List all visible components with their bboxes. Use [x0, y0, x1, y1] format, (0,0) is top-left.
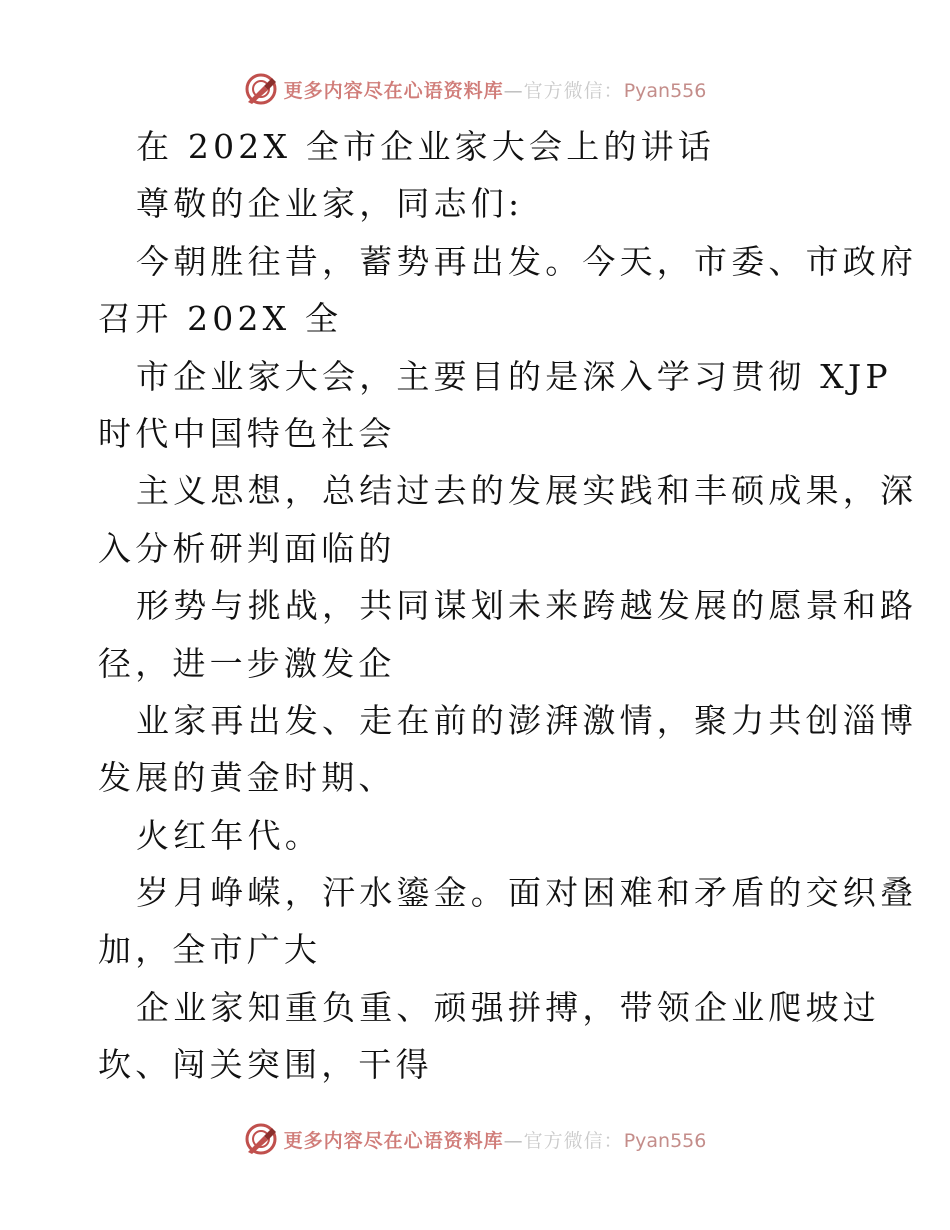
watermark-wechat-label: 官方微信：	[523, 1129, 624, 1152]
watermark-wechat-id: Pyan556	[623, 1129, 707, 1152]
watermark-wechat-label: 官方微信：	[523, 79, 624, 102]
paragraph-line: 市企业家大会，主要目的是深入学习贯彻 XJP	[136, 356, 892, 396]
watermark-separator: —	[503, 1129, 524, 1152]
header-watermark	[0, 72, 950, 106]
paragraph-line: 主义思想，总结过去的发展实践和丰硕成果，深	[136, 471, 918, 511]
watermark-brand: 更多内容尽在心语资料库	[283, 79, 504, 102]
paragraph-line: 企业家知重负重、顽强拼搏，带领企业爬坡过	[136, 987, 880, 1027]
watermark-separator: —	[503, 79, 524, 102]
paragraph-line: 今朝胜往昔，蓄势再出发。今天，市委、市政府	[136, 241, 918, 281]
paragraph-line: 召开 202X 全	[98, 299, 343, 339]
paragraph-line: 时代中国特色社会	[98, 413, 396, 453]
footer-watermark	[0, 1122, 950, 1156]
paragraph-line: 入分析研判面临的	[98, 528, 396, 568]
paragraph-line: 形势与挑战，共同谋划未来跨越发展的愿景和路	[136, 586, 918, 626]
paragraph-line: 加，全市广大	[98, 930, 322, 970]
watermark-text	[284, 76, 707, 103]
watermark-text	[284, 1126, 707, 1153]
watermark-brand: 更多内容尽在心语资料库	[283, 1129, 504, 1152]
paragraph-line: 业家再出发、走在前的澎湃激情，聚力共创淄博	[136, 700, 918, 740]
watermark-wechat-id: Pyan556	[623, 79, 707, 102]
speech-title: 在 202X 全市企业家大会上的讲话	[136, 127, 716, 166]
paragraph-line: 发展的黄金时期、	[98, 758, 396, 798]
paragraph-line: 火红年代。	[136, 815, 322, 855]
pen-logo-icon	[244, 72, 278, 106]
paragraph-line: 坎、闯关突围，干得	[98, 1045, 433, 1085]
paragraph-line: 径，进一步激发企	[98, 643, 396, 683]
salutation: 尊敬的企业家，同志们:	[136, 184, 524, 224]
paragraph-line: 岁月峥嵘，汗水鎏金。面对困难和矛盾的交织叠	[136, 873, 918, 913]
speech-body	[98, 118, 918, 1094]
pen-logo-icon	[244, 1122, 278, 1156]
